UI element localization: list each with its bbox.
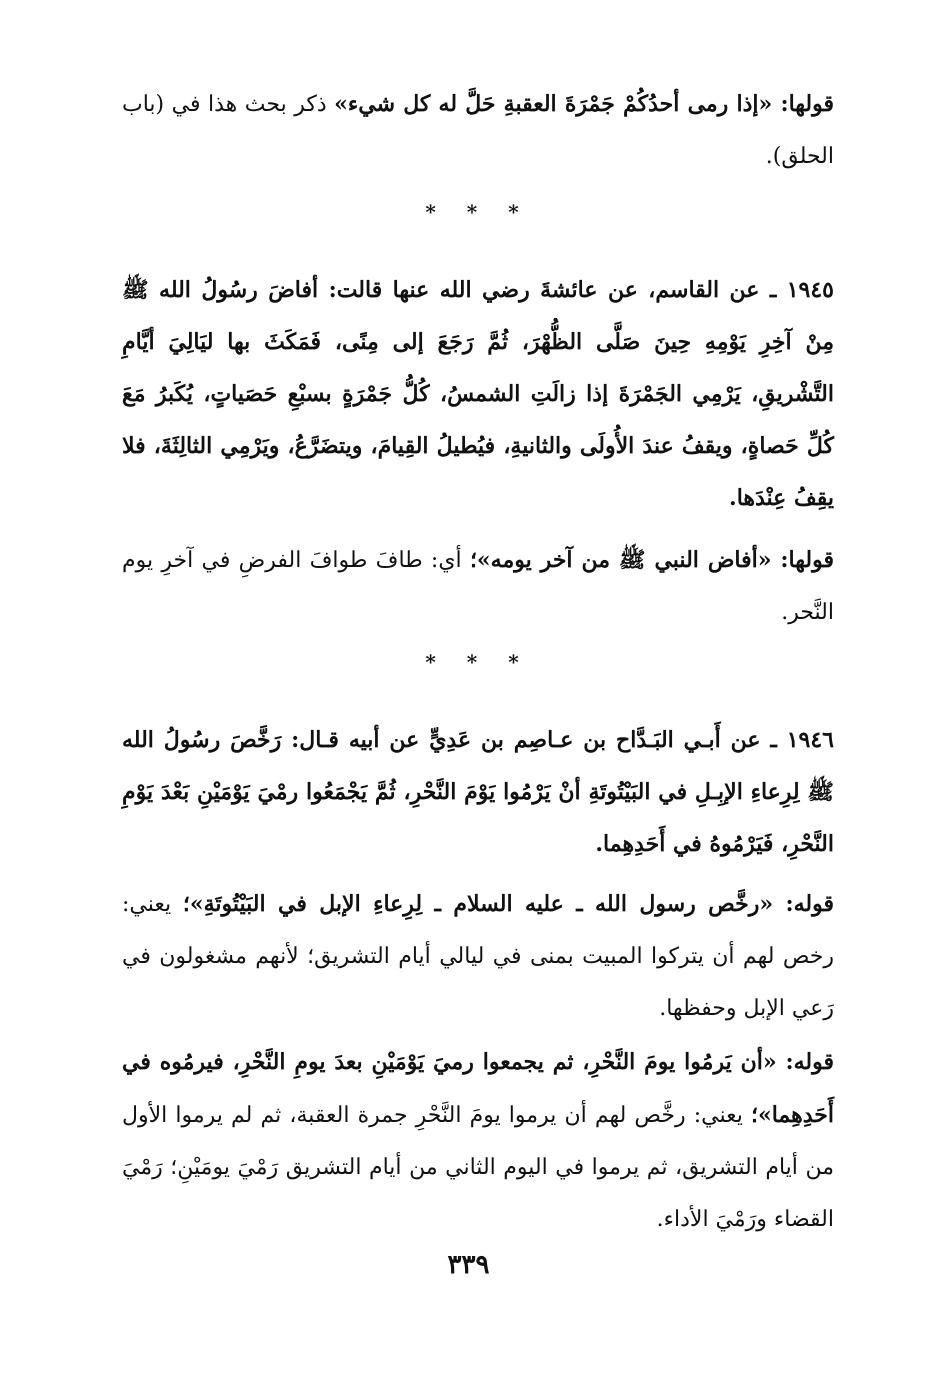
quoted-lead: قولها: «أفاض النبي ﷺ من آخر يومه»؛	[469, 547, 834, 573]
comment-text: يعني: رخَّص لهم أن يرموا يومَ النَّحْرِ جمرة العقبة، ثم لم يرموا الأول من أيام التشريق، ثم يرموا في اليوم الثاني من أيام التشريق رَمْيَ يومَيْنِ؛ رَمْيَ القضاء ورَمْيَ الأداء.	[122, 1103, 834, 1232]
comment-paragraph-1946-b	[122, 1036, 834, 1246]
comment-text: ذكر بحث هذا في (باب الحلق).	[122, 92, 834, 169]
page-number: ٣٣٩	[447, 1250, 490, 1280]
quoted-lead: قوله: «رخَّص رسول الله ـ عليه السلام ـ لِرِعاءِ الإبل في البَيْتُوتَةِ»؛	[182, 891, 834, 917]
hadith-1946: ١٩٤٦ ـ عن أَبـي البَـدَّاح بن عـاصِم بن عَدِيٍّ عن أبيه قـال: رَخَّصَ رسُولُ الله ﷺ لِرِعاءِ الإبِـلِ في البَيْتُوتَةِ أنْ يَرْمُوا يَوْمَ النَّحْرِ، ثُمَّ يَجْمَعُوا رمْيَ يَوْمَيْنِ بَعْدَ يَوْمِ النَّحْرِ، فَيَرْمُوهُ في أَحَدِهِما.	[122, 727, 834, 857]
quoted-lead: قولها: «إذا رمى أحدُكُمْ جَمْرَةَ العقبةِ حَلَّ له كل شيء»	[334, 91, 835, 117]
comment-paragraph-1946-a	[122, 878, 834, 1035]
comment-paragraph-intro	[122, 78, 834, 183]
comment-text: يعني: رخص لهم أن يتركوا المبيت بمنى في ليالي أيام التشريق؛ لأنهم مشغولون في رَعي الإبل وحفظها.	[122, 892, 834, 1021]
section-separator: * * *	[425, 200, 531, 224]
comment-text: أي: طافَ طوافَ الفرضِ في آخرِ يوم النَّحر.	[122, 548, 834, 625]
quoted-lead: قوله: «أن يَرمُوا يومَ النَّحْرِ، ثم يجمعوا رميَ يَوْمَيْنِ بعدَ يومِ النَّحْرِ، فيرمُوه في أَحَدِهِما»؛	[122, 1049, 834, 1128]
hadith-1945: ١٩٤٥ ـ عن القاسم، عن عائشةَ رضي الله عنها قالت: أفاضَ رسُولُ الله ﷺ مِنْ آخِرِ يَوْمِهِ حِينَ صَلَّى الظُّهْرَ، ثُمَّ رَجَعَ إلى مِنًى، فَمَكَثَ بها ليَالِيَ أيَّامِ التَّشْريقِ، يَرْمِي الجَمْرَةَ إذا زالَتِ الشمسُ، كُلُّ جَمْرَةٍ بسبْعِ حَصَياتٍ، يُكَبرُ مَعَ كُلِّ حَصاةٍ، ويقفُ عندَ الأُولَى والثانيةِ، فيُطيلُ القِيامَ، ويتضَرَّعُ، ويَرْمِي الثالِثَةَ، فلا يقِفُ عِنْدَها.	[122, 277, 834, 511]
section-separator: * * *	[425, 650, 531, 674]
comment-paragraph-1945	[122, 534, 834, 639]
